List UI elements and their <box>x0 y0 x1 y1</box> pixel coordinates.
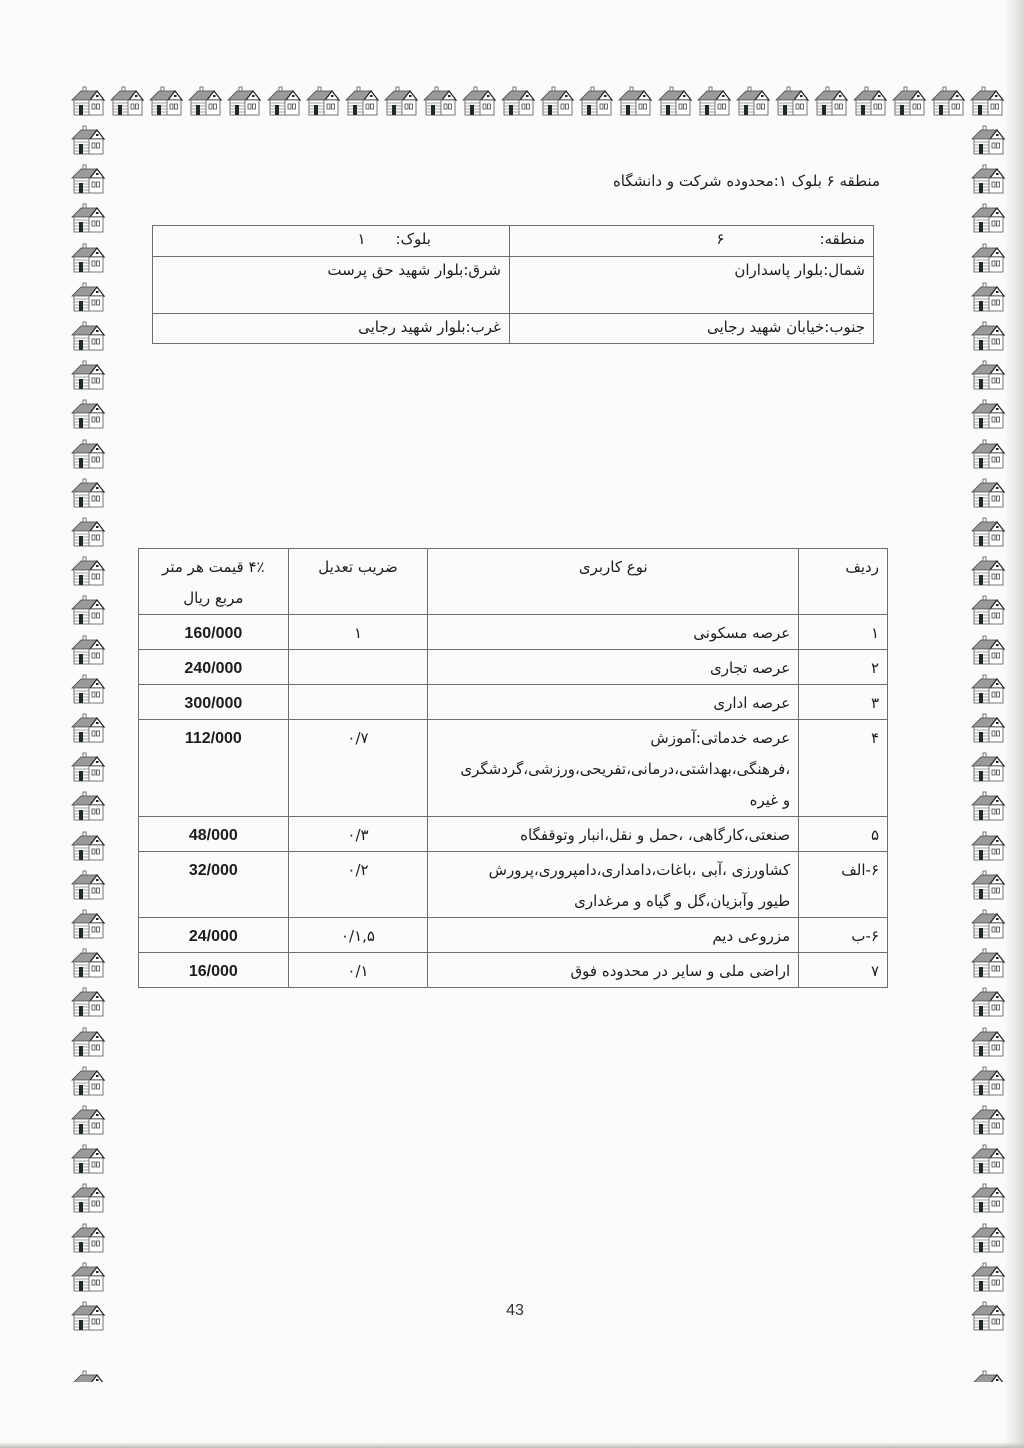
region-label: منطقه: <box>819 230 865 248</box>
house-icon <box>970 831 1006 863</box>
page-edge-shadow <box>1004 0 1024 1448</box>
block-info-table <box>152 225 874 344</box>
house-icon <box>970 1262 1006 1294</box>
house-icon <box>70 1262 106 1294</box>
page-bottom-shadow <box>0 1442 1024 1448</box>
house-icon <box>813 86 849 118</box>
house-icon <box>70 243 106 275</box>
house-icon <box>970 439 1006 471</box>
row-number-cell: ۷ <box>799 953 888 988</box>
house-icon <box>70 478 106 510</box>
row-number-cell: ۶-الف <box>799 852 888 918</box>
usage-type-cell: مزروعی دیم <box>428 918 799 953</box>
house-icon <box>70 360 106 392</box>
house-icon <box>970 909 1006 941</box>
block-value: ۱ <box>357 230 366 248</box>
usage-type-cell: عرصه تجاری <box>428 650 799 685</box>
house-icon <box>70 1066 106 1098</box>
coefficient-cell: ۰/۱,۵ <box>288 918 428 953</box>
house-icon <box>422 86 458 118</box>
table-row <box>139 720 888 817</box>
row-number-cell: ۳ <box>799 685 888 720</box>
house-icon <box>970 164 1006 196</box>
house-icon <box>70 556 106 588</box>
house-icon <box>970 321 1006 353</box>
house-icon <box>891 86 927 118</box>
house-icon <box>70 831 106 863</box>
price-cell: 32/000 <box>139 852 289 918</box>
house-icon <box>500 86 536 118</box>
price-table-body <box>139 615 888 988</box>
house-icon <box>70 282 106 314</box>
house-icon <box>852 86 888 118</box>
house-icon <box>266 86 302 118</box>
house-icon <box>70 635 106 667</box>
header-row: ردیف <box>799 549 888 615</box>
house-icon <box>970 1144 1006 1176</box>
house-icon <box>70 164 106 196</box>
coefficient-cell: ۰/۷ <box>288 720 428 817</box>
house-icon <box>970 1027 1006 1059</box>
house-icon <box>70 86 106 118</box>
price-table <box>138 548 888 988</box>
house-icon <box>70 1144 106 1176</box>
house-icon <box>383 86 419 118</box>
block-info-row <box>153 314 874 344</box>
house-icon <box>461 86 497 118</box>
house-icon <box>970 752 1006 784</box>
house-icon <box>970 1183 1006 1215</box>
house-icon <box>148 86 184 118</box>
price-cell: 16/000 <box>139 953 289 988</box>
house-icon <box>70 1301 106 1333</box>
header-coefficient: ضریب تعدیل <box>288 549 428 615</box>
house-icon <box>970 713 1006 745</box>
house-icon <box>970 1301 1006 1333</box>
price-cell: 300/000 <box>139 685 289 720</box>
house-icon <box>70 948 106 980</box>
house-icon <box>970 948 1006 980</box>
house-icon <box>70 125 106 157</box>
usage-type-line: عرصه خدماتی:آموزش <box>650 729 791 747</box>
house-icon <box>970 595 1006 627</box>
house-icon <box>70 987 106 1019</box>
house-icon <box>969 86 1005 118</box>
house-icon <box>109 86 145 118</box>
usage-type-cell: عرصه مسکونی <box>428 615 799 650</box>
house-icon <box>970 987 1006 1019</box>
house-icon <box>970 1066 1006 1098</box>
price-table-header <box>139 549 888 615</box>
house-icon <box>70 909 106 941</box>
house-icon <box>970 478 1006 510</box>
row-number-cell: ۵ <box>799 817 888 852</box>
header-price-line1: ۴٪ قیمت هر متر <box>162 558 265 576</box>
table-row <box>139 918 888 953</box>
usage-type-cell: عرصه اداری <box>428 685 799 720</box>
header-price <box>139 549 289 615</box>
usage-type-line: طیور وآبزیان،گل و گیاه و مرغداری <box>574 892 791 910</box>
house-icon <box>696 86 732 118</box>
house-icon <box>70 321 106 353</box>
page-number: 43 <box>506 1302 524 1319</box>
house-icon <box>970 1105 1006 1137</box>
house-icon <box>657 86 693 118</box>
house-icon <box>305 86 341 118</box>
house-icon <box>970 203 1006 235</box>
table-row <box>139 615 888 650</box>
house-icon <box>70 752 106 784</box>
table-row <box>139 817 888 852</box>
coefficient-cell: ۰/۱ <box>288 953 428 988</box>
usage-type-line: ،فرهنگی،بهداشتی،درمانی،تفریحی،ورزشی،گردشگری <box>460 760 791 778</box>
house-icon <box>226 86 262 118</box>
house-icon <box>539 86 575 118</box>
house-icon <box>970 125 1006 157</box>
house-icon <box>70 1370 106 1382</box>
price-cell: 48/000 <box>139 817 289 852</box>
house-icon <box>970 360 1006 392</box>
house-icon <box>70 1223 106 1255</box>
house-icon <box>930 86 966 118</box>
usage-type-cell: اراضی ملی و سایر در محدوده فوق <box>428 953 799 988</box>
house-icon <box>970 282 1006 314</box>
row-number-cell: ۱ <box>799 615 888 650</box>
row-number-cell: ۲ <box>799 650 888 685</box>
house-icon <box>578 86 614 118</box>
north-cell: شمال:بلوار پاسداران <box>509 257 873 314</box>
table-row <box>139 650 888 685</box>
house-icon <box>70 203 106 235</box>
coefficient-cell <box>288 650 428 685</box>
header-type: نوع کاربری <box>428 549 799 615</box>
usage-type-line: کشاورزی ،آبی ،باغات،دامداری،دامپروری،پرورش <box>488 861 791 879</box>
house-icon <box>970 1223 1006 1255</box>
house-icon <box>70 1027 106 1059</box>
house-icon <box>617 86 653 118</box>
south-cell: جنوب:خیابان شهید رجایی <box>509 314 873 344</box>
block-info-row <box>153 226 874 257</box>
house-icon <box>970 1370 1006 1382</box>
header-price-line2: مربع ریال <box>183 589 244 607</box>
house-icon <box>70 1183 106 1215</box>
house-icon <box>970 674 1006 706</box>
house-icon <box>70 870 106 902</box>
coefficient-cell: ۰/۲ <box>288 852 428 918</box>
region-cell <box>509 226 873 257</box>
price-cell: 112/000 <box>139 720 289 817</box>
house-icon <box>70 791 106 823</box>
usage-type-line: و غیره <box>749 791 791 809</box>
house-icon <box>70 439 106 471</box>
coefficient-cell: ۰/۳ <box>288 817 428 852</box>
house-icon <box>970 556 1006 588</box>
usage-type-cell: صنعتی،کارگاهی، ،حمل و نقل،انبار وتوقفگاه <box>428 817 799 852</box>
house-icon <box>70 713 106 745</box>
usage-type-cell <box>428 852 799 918</box>
table-row <box>139 685 888 720</box>
house-icon <box>970 517 1006 549</box>
house-icon <box>70 595 106 627</box>
row-number-cell: ۶-ب <box>799 918 888 953</box>
price-cell: 160/000 <box>139 615 289 650</box>
house-icon <box>774 86 810 118</box>
price-cell: 240/000 <box>139 650 289 685</box>
house-icon <box>70 1105 106 1137</box>
block-info-row <box>153 257 874 314</box>
coefficient-cell: ۱ <box>288 615 428 650</box>
house-icon <box>970 635 1006 667</box>
east-cell: شرق:بلوار شهید حق پرست <box>153 257 510 314</box>
region-value: ۶ <box>716 230 725 248</box>
price-cell: 24/000 <box>139 918 289 953</box>
house-icon <box>970 243 1006 275</box>
coefficient-cell <box>288 685 428 720</box>
house-icon <box>735 86 771 118</box>
block-cell <box>153 226 510 257</box>
house-icon <box>970 791 1006 823</box>
house-icon <box>970 870 1006 902</box>
house-icon <box>187 86 223 118</box>
house-icon <box>70 674 106 706</box>
table-row <box>139 852 888 918</box>
row-number-cell: ۴ <box>799 720 888 817</box>
house-icon <box>344 86 380 118</box>
house-icon <box>70 517 106 549</box>
house-icon <box>70 399 106 431</box>
house-icon <box>970 399 1006 431</box>
usage-type-cell <box>428 720 799 817</box>
west-cell: غرب:بلوار شهید رجایی <box>153 314 510 344</box>
table-row <box>139 953 888 988</box>
page-title: منطقه ۶ بلوک ۱:محدوده شرکت و دانشگاه <box>612 172 880 190</box>
block-label: بلوک: <box>395 230 431 248</box>
